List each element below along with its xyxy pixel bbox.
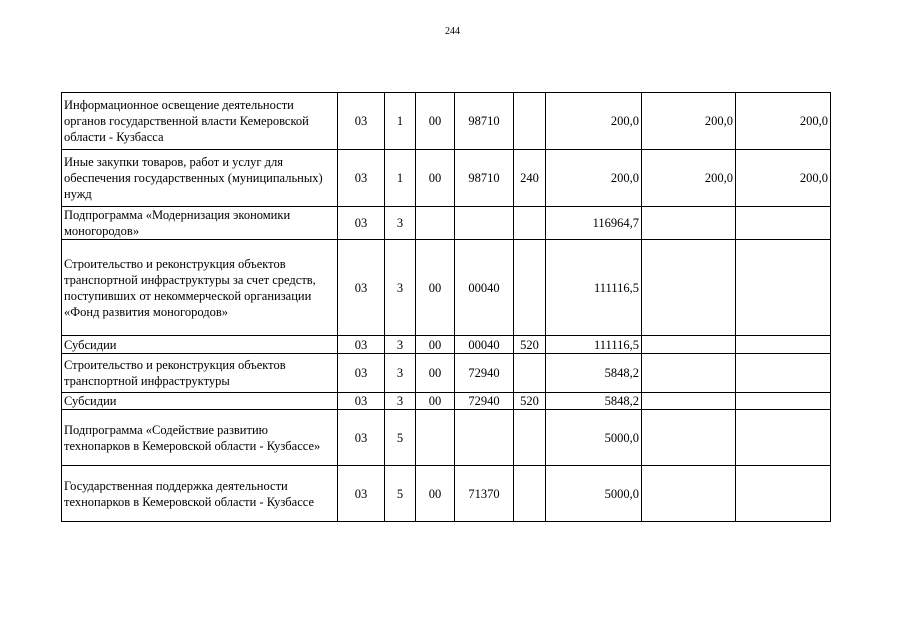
amount-3 <box>736 240 831 336</box>
code-section: 03 <box>338 240 385 336</box>
code-direction: 71370 <box>455 466 514 522</box>
code-expense-type <box>514 240 546 336</box>
amount-2 <box>642 240 736 336</box>
amount-2 <box>642 207 736 240</box>
amount-1: 5000,0 <box>546 466 642 522</box>
row-name: Субсидии <box>62 393 338 410</box>
row-name: Подпрограмма «Модернизация экономики моногородов» <box>62 207 338 240</box>
amount-1: 5000,0 <box>546 410 642 466</box>
code-program: 3 <box>385 354 416 393</box>
code-section: 03 <box>338 207 385 240</box>
table-row <box>62 207 831 240</box>
code-section: 03 <box>338 354 385 393</box>
code-program: 3 <box>385 393 416 410</box>
code-expense-type: 520 <box>514 393 546 410</box>
amount-2: 200,0 <box>642 150 736 207</box>
amount-1: 111116,5 <box>546 336 642 354</box>
code-program: 3 <box>385 207 416 240</box>
code-direction <box>455 207 514 240</box>
code-subprogram: 00 <box>416 354 455 393</box>
amount-1: 116964,7 <box>546 207 642 240</box>
code-program: 5 <box>385 410 416 466</box>
row-name: Строительство и реконструкция объектов транспортной инфраструктуры за счет средств, поступивших от некоммерческой организации «Фонд развития моногородов» <box>62 240 338 336</box>
row-name: Субсидии <box>62 336 338 354</box>
table-body <box>62 93 831 522</box>
code-expense-type <box>514 410 546 466</box>
row-name: Строительство и реконструкция объектов транспортной инфраструктуры <box>62 354 338 393</box>
code-program: 1 <box>385 93 416 150</box>
amount-2 <box>642 466 736 522</box>
amount-2 <box>642 354 736 393</box>
code-section: 03 <box>338 336 385 354</box>
amount-2 <box>642 336 736 354</box>
amount-1: 5848,2 <box>546 354 642 393</box>
row-name: Информационное освещение деятельности органов государственной власти Кемеровской области - Кузбасса <box>62 93 338 150</box>
code-subprogram: 00 <box>416 93 455 150</box>
code-subprogram: 00 <box>416 150 455 207</box>
table-row <box>62 240 831 336</box>
code-subprogram: 00 <box>416 240 455 336</box>
amount-3 <box>736 410 831 466</box>
row-name: Подпрограмма «Содействие развитию технопарков в Кемеровской области - Кузбассе» <box>62 410 338 466</box>
code-section: 03 <box>338 93 385 150</box>
code-section: 03 <box>338 393 385 410</box>
table-row <box>62 93 831 150</box>
amount-3 <box>736 393 831 410</box>
code-direction: 00040 <box>455 240 514 336</box>
code-program: 3 <box>385 240 416 336</box>
code-expense-type <box>514 354 546 393</box>
code-program: 3 <box>385 336 416 354</box>
code-expense-type <box>514 207 546 240</box>
table-row <box>62 336 831 354</box>
table-row <box>62 354 831 393</box>
code-direction: 72940 <box>455 393 514 410</box>
amount-3 <box>736 207 831 240</box>
code-direction: 98710 <box>455 93 514 150</box>
table-row <box>62 150 831 207</box>
page-number: 244 <box>445 26 460 37</box>
code-direction <box>455 410 514 466</box>
amount-1: 111116,5 <box>546 240 642 336</box>
amount-3 <box>736 336 831 354</box>
code-section: 03 <box>338 466 385 522</box>
amount-2: 200,0 <box>642 93 736 150</box>
row-name: Государственная поддержка деятельности технопарков в Кемеровской области - Кузбассе <box>62 466 338 522</box>
table-row <box>62 466 831 522</box>
table-row <box>62 393 831 410</box>
code-subprogram <box>416 207 455 240</box>
code-subprogram: 00 <box>416 466 455 522</box>
code-direction: 72940 <box>455 354 514 393</box>
code-subprogram: 00 <box>416 393 455 410</box>
amount-3: 200,0 <box>736 93 831 150</box>
code-direction: 98710 <box>455 150 514 207</box>
row-name: Иные закупки товаров, работ и услуг для обеспечения государственных (муниципальных) нужд <box>62 150 338 207</box>
code-expense-type <box>514 93 546 150</box>
code-section: 03 <box>338 150 385 207</box>
code-expense-type <box>514 466 546 522</box>
amount-2 <box>642 393 736 410</box>
amount-3 <box>736 354 831 393</box>
amount-1: 5848,2 <box>546 393 642 410</box>
code-direction: 00040 <box>455 336 514 354</box>
code-subprogram <box>416 410 455 466</box>
code-program: 5 <box>385 466 416 522</box>
code-subprogram: 00 <box>416 336 455 354</box>
amount-3: 200,0 <box>736 150 831 207</box>
amount-2 <box>642 410 736 466</box>
code-expense-type: 520 <box>514 336 546 354</box>
amount-1: 200,0 <box>546 93 642 150</box>
table-row <box>62 410 831 466</box>
code-expense-type: 240 <box>514 150 546 207</box>
code-program: 1 <box>385 150 416 207</box>
amount-1: 200,0 <box>546 150 642 207</box>
code-section: 03 <box>338 410 385 466</box>
amount-3 <box>736 466 831 522</box>
budget-table <box>61 92 831 522</box>
